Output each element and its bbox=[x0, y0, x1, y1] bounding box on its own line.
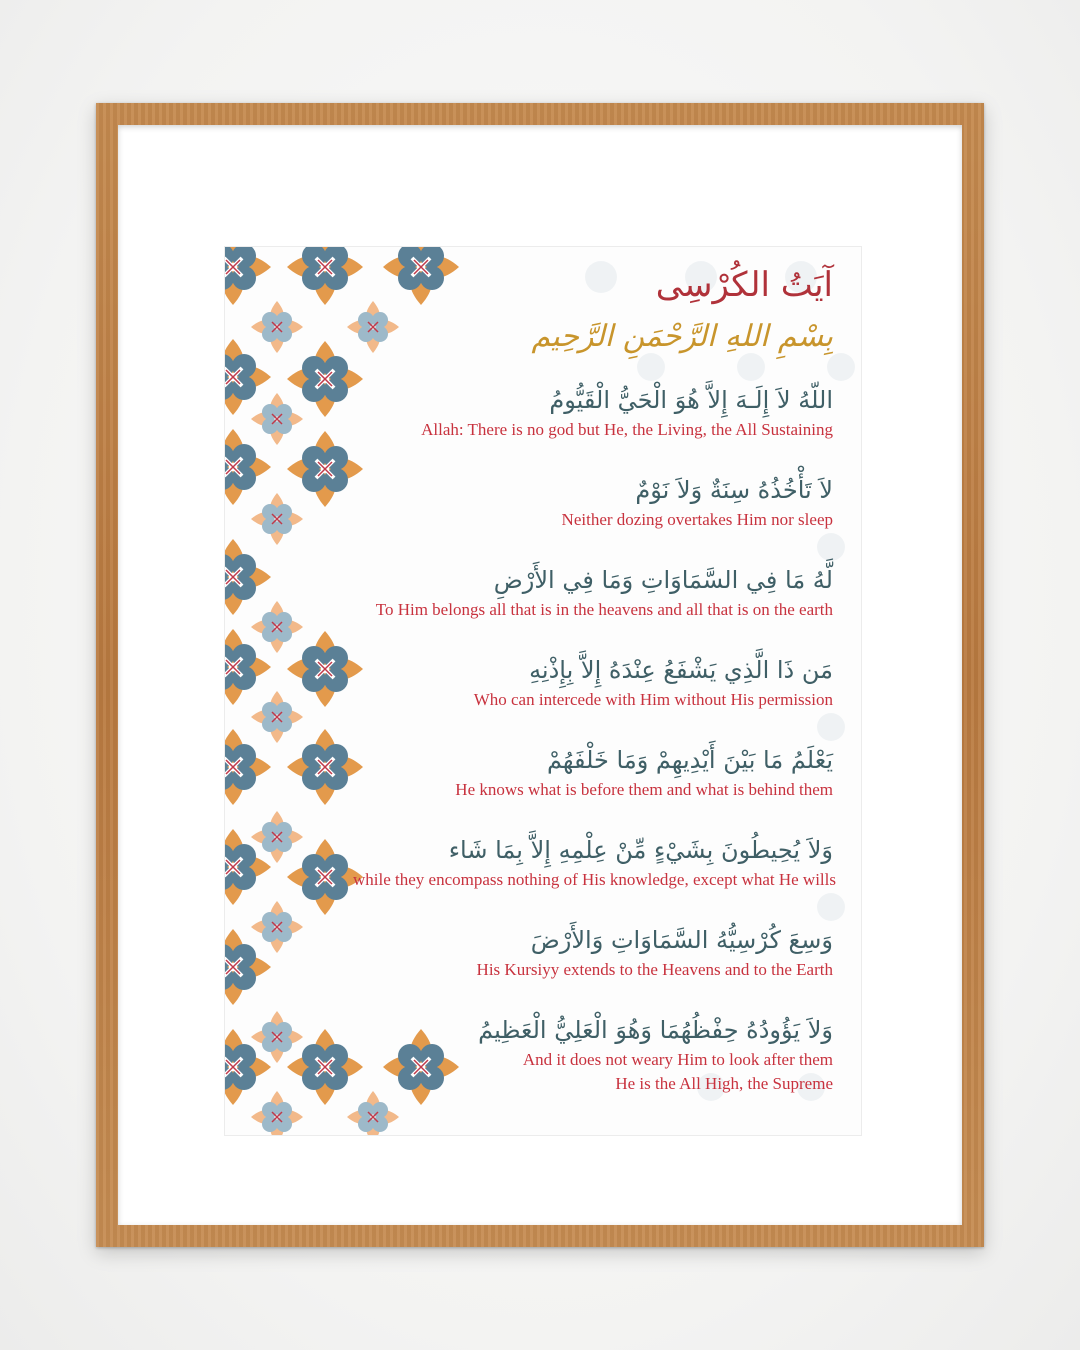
verse-arabic: وَلاَ يَؤُودُهُ حِفْظُهُمَا وَهُوَ الْعَلِيُّ الْعَظِيمُ bbox=[478, 1016, 833, 1044]
verse-1 bbox=[353, 382, 833, 472]
verse-2 bbox=[353, 472, 833, 562]
verse-english: Neither dozing overtakes Him nor sleep bbox=[561, 510, 833, 529]
verse-6 bbox=[353, 832, 836, 922]
verse-english: And it does not weary Him to look after them bbox=[522, 1050, 833, 1069]
verse-4 bbox=[353, 652, 833, 742]
verse-arabic: مَن ذَا الَّذِي يَشْفَعُ عِنْدَهُ إِلاَّ بِإِذْنِهِ bbox=[529, 656, 833, 684]
verse-5 bbox=[353, 742, 833, 832]
wooden-frame bbox=[96, 103, 984, 1247]
verse-arabic: وَلاَ يُحِيطُونَ بِشَيْءٍ مِّنْ عِلْمِهِ إِلاَّ بِمَا شَاء bbox=[448, 836, 833, 864]
verse-3 bbox=[353, 562, 833, 652]
basmala-calligraphy: بِسْمِ اللهِ الرَّحْمَنِ الرَّحِيم bbox=[531, 319, 833, 354]
verse-english: To Him belongs all that is in the heavens and all that is on the earth bbox=[375, 600, 833, 619]
verse-english-continued: He is the All High, the Supreme bbox=[615, 1074, 833, 1093]
white-mat bbox=[118, 125, 962, 1225]
verse-arabic: لَّهُ مَا فِي السَّمَاوَاتِ وَمَا فِي الأَرْضِ bbox=[493, 566, 833, 594]
verse-arabic: اللّهُ لاَ إِلَـهَ إِلاَّ هُوَ الْحَيُّ الْقَيُّومُ bbox=[549, 386, 833, 414]
verse-english: He knows what is before them and what is behind them bbox=[455, 780, 833, 799]
verse-arabic: يَعْلَمُ مَا بَيْنَ أَيْدِيهِمْ وَمَا خَلْفَهُمْ bbox=[546, 746, 833, 774]
verse-english: while they encompass nothing of His knowledge, except what He wills bbox=[353, 870, 836, 889]
verse-english: Who can intercede with Him without His permission bbox=[473, 690, 833, 709]
verse-8 bbox=[353, 1012, 833, 1102]
verse-7 bbox=[353, 922, 833, 1012]
verse-list bbox=[353, 382, 836, 1102]
poster-title: آيَتُ الكُرْسِى bbox=[655, 265, 833, 305]
verse-arabic: وَسِعَ كُرْسِيُّهُ السَّمَاوَاتِ وَالأَرْضَ bbox=[530, 926, 833, 954]
verse-english: Allah: There is no god but He, the Living, the All Sustaining bbox=[421, 420, 833, 439]
verse-arabic: لاَ تَأْخُذُهُ سِنَةٌ وَلاَ نَوْمٌ bbox=[635, 476, 833, 504]
poster-print bbox=[225, 247, 861, 1135]
verse-english: His Kursiyy extends to the Heavens and to the Earth bbox=[476, 960, 833, 979]
